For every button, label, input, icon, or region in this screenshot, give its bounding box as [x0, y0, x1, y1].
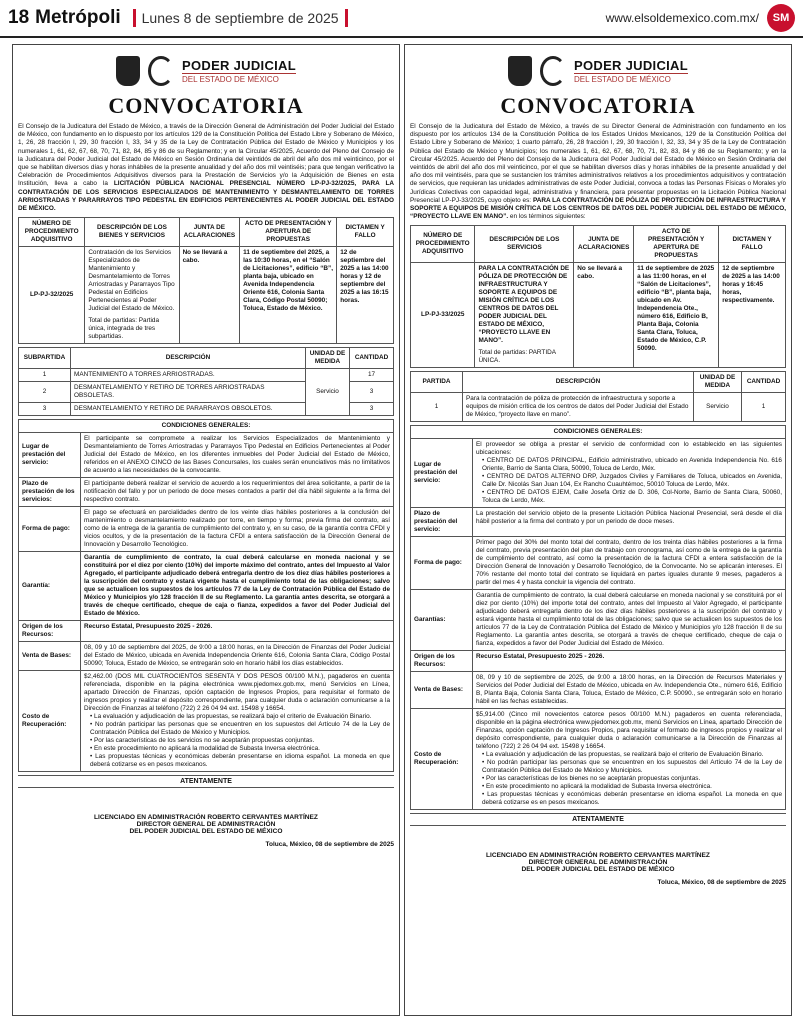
list-item: • Las propuestas técnicas y económicas deberán presentarse en idioma español. La moneda en que deberá cotizarse es en pesos mexicanos.: [90, 753, 391, 769]
table-cell: CONDICIONES GENERALES:: [411, 426, 786, 439]
list-item: • Por las características de los bienes no se aceptarán propuestas conjuntas.: [482, 775, 701, 783]
intro-text: El Consejo de la Judicatura del Estado de México, a través de su Director General de Administración con fundamento en los dispuesto por los artículos 134 de la Constitución Política de los Estados Unidos Mexicanos, 129 de la Constitución Política del Estado Libre y Soberano de México; 1 cuarto párrafo, 26, 28 fracción I, 29, 30 fracción I, 32, 33, 34 y 35 de la Ley de Contratación Pública del Estado de México y Municipios; los numerales 1, 61, 62, 67, 68, 70, 71, 82, 83, 84 y 86 de su Reglamento; y en la Circular 45/2025. Acuerdo del Pleno del Consejo de la Judicatura del Poder Judicial del Estado de México en Sesión Ordinaria del veintidós de abril del año dos mil veinticinco, por el que se habilitan diversos días y horas inhábiles de la presente anualidad y del año dos mil veintiséis, para que se sustancien los trámites administrativos relativos a los procedimientos adquisitivos y contratación de servicios, que requieran las unidades administrativas de este Poder Judicial, convoca a todas las Personas Físicas o Morales y/o Jurídicas Colectivas con capacidad legal, administrativa y financiera, para presentar propuestas en la Licitación Pública Nacional Presencial LP-PJ-33/2025, cuyo objeto es: PARA LA CONTRATACIÓN DE PÓLIZA DE PROTECCIÓN DE INFRAESTRUCTURA Y SOPORTE A EQUIPOS DE MISIÓN CRÍTICA DE LOS CENTROS DE DATOS DEL PODER JUDICIAL DEL ESTADO DE MÉXICO, “PROYECTO LLAVE EN MANO”. en los términos siguientes:: [410, 123, 786, 221]
red-divider: [133, 9, 136, 27]
junta-aclaraciones: No se llevará a cabo.: [574, 263, 634, 368]
place-date: Toluca, México, 08 de septiembre de 2025: [265, 841, 394, 849]
red-divider: [345, 9, 348, 27]
col-header: JUNTA DE ACLARACIONES: [179, 218, 240, 247]
table-cell: 3: [350, 382, 394, 403]
table-cell: 3: [19, 403, 71, 416]
table-cell: DESMANTELAMIENTO Y RETIRO DE TORRES ARRIOSTRADAS OBSOLETAS.: [71, 382, 306, 403]
dictamen-fallo: 12 de septiembre del 2025 a las 14:00 horas y 12 de septiembre del 2025 a las 16:15 horas.: [337, 247, 394, 344]
intro-text: El Consejo de la Judicatura del Estado de México, a través de la Dirección General de Administración del Poder Judicial del Estado de México, con fundamento en lo dispuesto por los artículos 129 de la Constitución Política del Estado Libre y Soberano de México, 1, 26, 28 fracción I, 29, 30 fracción I, 33, 34 y 35 de la Ley de Contratación Pública del Estado de México y Municipios y los numerales 1, 61, 62, 67, 68, 70, 71, 82, 84, 85 y 86 de su Reglamento; y en la Circular 45/2025, Acuerdo del Pleno del Consejo de la Judicatura del Poder Judicial del Estado de México en Sesión Ordinaria del veintidós de abril del año dos mil veinticinco, por el que se habilitan diversos días y horas inhábiles de la presente anualidad y del año dos mil veintiséis; para que tengan verificativo la Celebración de Procedimientos Adquisitivos diversos para la Prestación de Servicios y/o la Adquisición de Bienes en esta Institución, lleva a cabo la LICITACIÓN PÚBLICA NACIONAL PRESENCIAL NÚMERO LP-PJ-32/2025, PARA LA CONTRATACIÓN DE LOS SERVICIOS ESPECIALIZADOS DE MANTENIMIENTO Y DESMANTELAMIENTO DE TORRES ARRIOSTRADAS Y PARARRAYOS TIPO PEDESTAL EN EDIFICIOS PERTENECIENTES AL PODER JUDICIAL DEL ESTADO DE MÉXICO.: [18, 123, 394, 212]
brand-block: [18, 51, 394, 91]
table-cell: Origen de los Recursos:: [19, 621, 81, 642]
table-cell: 3: [350, 403, 394, 416]
table-cell: CANTIDAD: [742, 372, 786, 393]
conditions-table: [410, 425, 786, 810]
notice-left: [12, 44, 400, 1016]
table-cell: DESCRIPCIÓN: [71, 348, 306, 369]
table-cell: DESCRIPCIÓN DE LOS SERVICIOS: [475, 226, 574, 263]
notice-title: CONVOCATORIA: [500, 93, 696, 118]
table-cell: Costo de Recuperación:: [411, 709, 473, 810]
dictamen-fallo: 12 de septiembre de 2025 a las 14:00 horas y 16:45 horas, respectivamente.: [719, 263, 786, 368]
table-cell: MANTENIMIENTO A TORRES ARRIOSTRADAS.: [71, 369, 306, 382]
page-number: 18: [8, 7, 30, 28]
list-item: • CENTRO DE DATOS EJEM, Calle Josefa Ortiz de D. 306, Col-Norte, Barrio de Santa Clara, 50060, Toluca de Lerdo, Méx.: [482, 489, 783, 505]
list-item: • No podrán participar las personas que se encuentren en los supuestos del Artículo 74 de la Ley de Contratación Pública del Estado de México y Municipios.: [482, 759, 782, 775]
table-cell: CANTIDAD: [350, 348, 394, 369]
table-cell: Garantía de cumplimiento de contrato, la cual deberá calcularse en moneda nacional y se constituirá por el diez por ciento (10%) del importe total del contrato, antes del Impuesto al Valor Agregado, el participante adjudicado deberá entregarla dentro de los diez días hábiles posteriores a la suscripción del contrato y estará vigente hasta el cumplimiento total de las obligaciones; salvo que se actualicen los supuestos de los artículos 77 de la Ley de Contratación Pública del Estado de México y Municipios y/o 128 fracción II de su Reglamento. La garantía antes descrita, se otorgará a través de cheque certificado, cheque de caja o fianza, expedidos a favor del Poder Judicial del Estado de México.: [473, 590, 786, 651]
table-cell: 1: [411, 393, 463, 422]
conditions-table: [18, 419, 394, 772]
page-header: [0, 0, 803, 38]
poder-judicial-logo-icon: [540, 56, 566, 86]
table-cell: La prestación del servicio objeto de la presente Licitación Pública Nacional Presencial, será desde el día hábil posterior a la firma del contrato y por un periodo de doce meses.: [473, 508, 786, 537]
list-item: • Las propuestas técnicas y económicas deberán presentarse en idioma español. La moneda en que deberá cotizarse es en pesos mexicanos.: [482, 791, 783, 807]
table-cell: $5,914.00 (Cinco mil novecientos catorce pesos 00/100 M.N.) pagaderos en cuenta referenciada, disponible en la página electrónica www.pjedomex.gob.mx, menú Servicios en Línea, apartado Dirección de Finanzas, opción captación de Ingresos Propios, para requisitar el formato de ingresos propios y realizar el depósito correspondiente, para cualquier duda o aclaración comunicarse a la Dirección de Finanzas al teléfono (722) 2 26 04 94 ext. 15498 y 16654. • La evaluación y adjudicación de las propuestas, se realizará bajo el criterio de Evaluación Binario. • No podrán participar las personas que se encuentren en los supuestos del Artículo 74 de la Ley de Contratación Pública del Estado de México y Municipios. • Por las características de los bienes no se aceptarán propuestas conjuntas. • En este procedimiento no aplicará la modalidad de Subasta Inversa electrónica. • Las propuestas técnicas y económicas deberán presentarse en idioma español. La moneda en que deberá cotizarse es en pesos mexicanos.: [473, 709, 786, 810]
table-cell: Recurso Estatal, Presupuesto 2025 - 2026.: [473, 651, 786, 672]
table-cell: 2: [19, 382, 71, 403]
table-cell: $2,462.00 (DOS MIL CUATROCIENTOS SESENTA Y DOS PESOS 00/100 M.N.), pagaderos en cuenta referenciada, disponible en la página electrónica www.pjedomex.gob.mx, menú Servicios en Línea, apartado Dirección de Finanzas, opción captación de Ingresos Propios, para requisitar el formato de ingresos propios y realizar el depósito correspondiente, para cualquier duda o aclaración comunicarse a la Dirección de Finanzas al teléfono (722) 2 26 04 94 ext. 15498 y 16654. • La evaluación y adjudicación de las propuestas, se realizará bajo el criterio de Evaluación Binario. • No podrán participar las personas que se encuentren en los supuestos del Artículo 74 de la Ley de Contratación Pública del Estado de México y Municipios. • Por las características de los servicios no se aceptarán propuestas conjuntas. • En este procedimiento no aplicará la modalidad de Subasta Inversa electrónica. • Las propuestas técnicas y económicas deberán presentarse en idioma español. La moneda en que deberá cotizarse es en pesos mexicanos.: [81, 671, 394, 772]
junta-aclaraciones: No se llevará a cabo.: [179, 247, 240, 344]
list-item: • La evaluación y adjudicación de las propuestas, se realizará bajo el criterio de Evaluación Binario.: [482, 751, 764, 759]
table-cell: JUNTA DE ACLARACIONES: [574, 226, 634, 263]
table-cell: El participante se compromete a realizar los Servicios Especializados de Mantenimiento y Desmantelamiento de Torres Arriostradas y Pararrayos Tipo Pedestal en Edificios Pertenecientes al Poder Judicial del Estado de México, en los diferentes inmuebles del Poder Judicial del Estado de México, referidos en el ANEXO CINCO de las Bases Concursales, los cuales serán enunciativos más no limitativos de acuerdo a las necesidades de la convocante.: [81, 433, 394, 478]
state-seal-icon: [508, 56, 532, 86]
list-item: • No podrán participar las personas que se encuentren en los supuestos del Artículo 74 de la Ley de Contratación Pública del Estado de México y Municipios.: [90, 721, 390, 737]
table-cell: 08, 09 y 10 de septiembre del 2025, de 9:00 a 18:00 horas, en la Dirección de Finanzas del Poder Judicial del Estado de México, ubicada en Avenida Independencia Oriente 616, Colonia Santa Clara, Código Postal 50090; Toluca, Estado de México, se entregarán solo en horario hábil los días establecidos.: [81, 642, 394, 671]
list-item: • La evaluación y adjudicación de las propuestas, se realizará bajo el criterio de Evaluación Binario.: [90, 713, 372, 721]
state-seal-icon: [116, 56, 140, 86]
table-cell: Costo de Recuperación:: [19, 671, 81, 772]
table-cell: Forma de pago:: [19, 507, 81, 552]
procedure-number: LP-PJ-32/2025: [19, 247, 85, 344]
acto-presentacion: 11 de septiembre de 2025 a las 11:00 horas, en el “Salón de Licitaciones”, edificio “B”, planta baja, ubicado en Av. Independencia Ote., número 616, Edificio B, Planta Baja, Colonia Santa Clara, Toluca, Estado de México, C.P. 50090.: [634, 263, 719, 368]
atentamente: ATENTAMENTE: [18, 775, 394, 788]
table-cell: Garantía de cumplimiento de contrato, la cual deberá calcularse en moneda nacional y se constituirá por el diez por ciento (10%) del importe máximo del contrato, antes del Impuesto al Valor Agregado, el participante adjudicado deberá entregarla dentro de los diez días hábiles posteriores a la suscripción del contrato y estará vigente hasta el cumplimiento total de las obligaciones; salvo que se actualicen los supuestos de los artículos 77 de la Ley de Contratación Pública del Estado de México y Municipios y/o 128 fracción II de su Reglamento. La garantía antes descrita, se otorgará a través de cheque certificado, cheque de caja o fianza, expedidos a favor del Poder Judicial del Estado de México.: [81, 552, 394, 621]
atentamente: ATENTAMENTE: [410, 813, 786, 826]
procedure-description: PARA LA CONTRATACIÓN DE PÓLIZA DE PROTECCIÓN DE INFRAESTRUCTURA Y SOPORTE A EQUIPOS DE MISIÓN CRÍTICA DE LOS CENTROS DE DATOS DEL PODER JUDICIAL DEL ESTADO DE MÉXICO, “PROYECTO LLAVE EN MANO”. Total de partidas: PARTIDA ÚNICA.: [475, 263, 574, 368]
table-cell: Forma de pago:: [411, 537, 473, 590]
table-cell: Lugar de prestación del servicio:: [411, 439, 473, 508]
procedure-table: [18, 217, 394, 344]
table-cell: El participante deberá realizar el servicio de acuerdo a los requerimientos del área solicitante, a partir de la notificación del fallo y por un periodo de doce meses contados a partir del día hábil siguiente a la firma del respectivo contrato.: [81, 478, 394, 507]
table-cell: Recurso Estatal, Presupuesto 2025 - 2026.: [81, 621, 394, 642]
procedure-number: LP-PJ-33/2025: [411, 263, 475, 368]
table-cell: DESMANTELAMIENTO Y RETIRO DE PARARRAYOS OBSOLETOS.: [71, 403, 306, 416]
list-item: • Por las características de los servicios no se aceptarán propuestas conjuntas.: [90, 737, 315, 745]
table-cell: 1: [742, 393, 786, 422]
signature-block: LICENCIADO EN ADMINISTRACIÓN ROBERTO CERVANTES MARTÍNEZ DIRECTOR GENERAL DE ADMINISTRACIÓN DEL PODER JUDICIAL DEL ESTADO DE MÉXICO: [486, 852, 710, 874]
col-header: ACTO DE PRESENTACIÓN Y APERTURA DE PROPUESTAS: [240, 218, 337, 247]
table-cell: Servicio: [694, 393, 742, 422]
table-cell: NÚMERO DE PROCEDIMIENTO ADQUISITIVO: [411, 226, 475, 263]
notice-right: [404, 44, 792, 1016]
masthead: Metrópoli: [35, 7, 121, 28]
list-item: • En este procedimiento no aplicará la modalidad de Subasta Inversa electrónica.: [90, 745, 320, 753]
table-cell: Para la contratación de póliza de protección de infraestructura y soporte a equipos de misión crítica de los centros de datos del Poder Judicial del Estado de México, “proyecto llave en mano”.: [463, 393, 694, 422]
table-cell: Primer pago del 30% del monto total del contrato, dentro de los treinta días hábiles posteriores a la firma del contrato, previa presentación del plan de trabajo con cronograma, así como de la entrega de la garantía de cumplimiento del contrato, así como la presentación de la factura CFDI a entera satisfacción de la Dirección General de Innovación y Desarrollo Tecnológico, de la Convocante. No se aplicarán intereses. El 70% restante del monto total del contrato se liquidará en partes iguales durante 9 meses, pagaderos a partir del mes 4 y hasta concluir la vigencia del contrato.: [473, 537, 786, 590]
site-url[interactable]: www.elsoldemexico.com.mx/: [605, 11, 759, 25]
table-cell: DICTAMEN Y FALLO: [719, 226, 786, 263]
table-cell: Venta de Bases:: [411, 672, 473, 709]
table-cell: PARTIDA: [411, 372, 463, 393]
col-header: DICTAMEN Y FALLO: [337, 218, 394, 247]
brand-name: PODER JUDICIAL: [182, 58, 296, 73]
table-cell: Plazo de prestación de los servicios:: [19, 478, 81, 507]
table-cell: 08, 09 y 10 de septiembre de 2025, de 9:00 a 18:00 horas, en la Dirección de Recursos Materiales y Servicios del Poder Judicial del Estado de México, ubicada en Av. Independencia Ote., número 616, Edificio B, Planta Baja, Colonia Santa Clara, Toluca, Estado de México, C.P. 50090., se entregarán solo en horario hábil en las fechas establecidas.: [473, 672, 786, 709]
poder-judicial-logo-icon: [148, 56, 174, 86]
table-cell: Garantía:: [19, 552, 81, 621]
table-cell: 17: [350, 369, 394, 382]
notice-title: CONVOCATORIA: [108, 93, 304, 118]
sm-logo: SM: [767, 4, 795, 32]
table-cell: El proveedor se obliga a prestar el servicio de conformidad con lo establecido en las siguientes ubicaciones: • CENTRO DE DATOS PRINCIPAL, Edificio administrativo, ubicado en Avenida Independencia No. 616 Oriente, Barrio de Santa Clara, 50090, Toluca de Lerdo, Méx. • CENTRO DE DATOS ALTERNO DRP, Juzgados Civiles y Familiares de Toluca, ubicados en Avenida, Calle Dr. Nicolás San Juan 104, Ex Rancho Cuauhtémoc, 50010 Toluca de Lerdo, Méx. • CENTRO DE DATOS EJEM, Calle Josefa Ortiz de D. 306, Col-Norte, Barrio de Santa Clara, 50060, Toluca de Lerdo, Méx.: [473, 439, 786, 508]
table-cell: Plazo de prestación del servicio:: [411, 508, 473, 537]
table-cell: SUBPARTIDA: [19, 348, 71, 369]
table-cell: UNIDAD DE MEDIDA: [694, 372, 742, 393]
procedure-table: [410, 225, 786, 368]
subpartidas-table: [18, 347, 394, 416]
acto-presentacion: 11 de septiembre del 2025, a las 10:30 horas, en el “Salón de Licitaciones”, edificio “B”, planta baja, ubicado en Avenida Independencia Oriente 616, Colonia Santa Clara, Código Postal 50090; Toluca, Estado de México.: [240, 247, 337, 344]
procedure-description: Contratación de los Servicios Especializados de Mantenimiento y Desmantelamiento de Torres Arriostradas y Pararrayos Tipo Pedestal en Edificios Pertenecientes al Poder Judicial del Estado de México. Total de partidas: Partida única, integrada de tres subpartidas.: [85, 247, 179, 344]
brand-sub: DEL ESTADO DE MÉXICO: [574, 73, 688, 84]
table-cell: 1: [19, 369, 71, 382]
issue-date: Lunes 8 de septiembre de 2025: [141, 10, 339, 26]
table-cell: CONDICIONES GENERALES:: [19, 420, 394, 433]
table-cell: Garantías:: [411, 590, 473, 651]
col-header: NÚMERO DE PROCEDIMIENTO ADQUISITIVO: [19, 218, 85, 247]
table-row: [19, 369, 394, 382]
signature-block: LICENCIADO EN ADMINISTRACIÓN ROBERTO CERVANTES MARTÍNEZ DIRECTOR GENERAL DE ADMINISTRACIÓN DEL PODER JUDICIAL DEL ESTADO DE MÉXICO: [94, 814, 318, 836]
list-item: • CENTRO DE DATOS ALTERNO DRP, Juzgados Civiles y Familiares de Toluca, ubicados en Avenida, Calle Dr. Nicolás San Juan 104, Ex Rancho Cuauhtémoc, 50010 Toluca de Lerdo, Méx.: [482, 473, 783, 489]
table-cell: Servicio: [306, 369, 350, 416]
brand-block: [410, 51, 786, 91]
table-cell: Origen de los Recursos:: [411, 651, 473, 672]
table-row: [411, 393, 786, 422]
list-item: • En este procedimiento no aplicará la modalidad de Subasta Inversa electrónica.: [482, 783, 712, 791]
table-cell: ACTO DE PRESENTACIÓN Y APERTURA DE PROPUESTAS: [634, 226, 719, 263]
partida-table: [410, 371, 786, 422]
table-cell: El pago se efectuará en parcialidades dentro de los veinte días hábiles posteriores a la conclusión del mantenimiento o desmantelamiento realizado por torre, en tiempo y forma; previa firma del contrato, así como de la entrega de la garantía de cumplimiento del contrato y, en su caso, de la garantía contra CFDI y vicios ocultos, y de la presentación de la factura CFDI a entera satisfacción de la Dirección General de Innovación y Desarrollo Tecnológico.: [81, 507, 394, 552]
brand-sub: DEL ESTADO DE MÉXICO: [182, 73, 296, 84]
place-date: Toluca, México, 08 de septiembre de 2025: [657, 879, 786, 887]
col-header: DESCRIPCIÓN DE LOS BIENES Y SERVICIOS: [85, 218, 179, 247]
table-cell: DESCRIPCIÓN: [463, 372, 694, 393]
brand-name: PODER JUDICIAL: [574, 58, 688, 73]
table-cell: Venta de Bases:: [19, 642, 81, 671]
list-item: • CENTRO DE DATOS PRINCIPAL, Edificio administrativo, ubicado en Avenida Independencia No. 616 Oriente, Barrio de Santa Clara, 50090, Toluca de Lerdo, Méx.: [482, 457, 782, 473]
table-cell: UNIDAD DE MEDIDA: [306, 348, 350, 369]
table-cell: Lugar de prestación del servicio:: [19, 433, 81, 478]
